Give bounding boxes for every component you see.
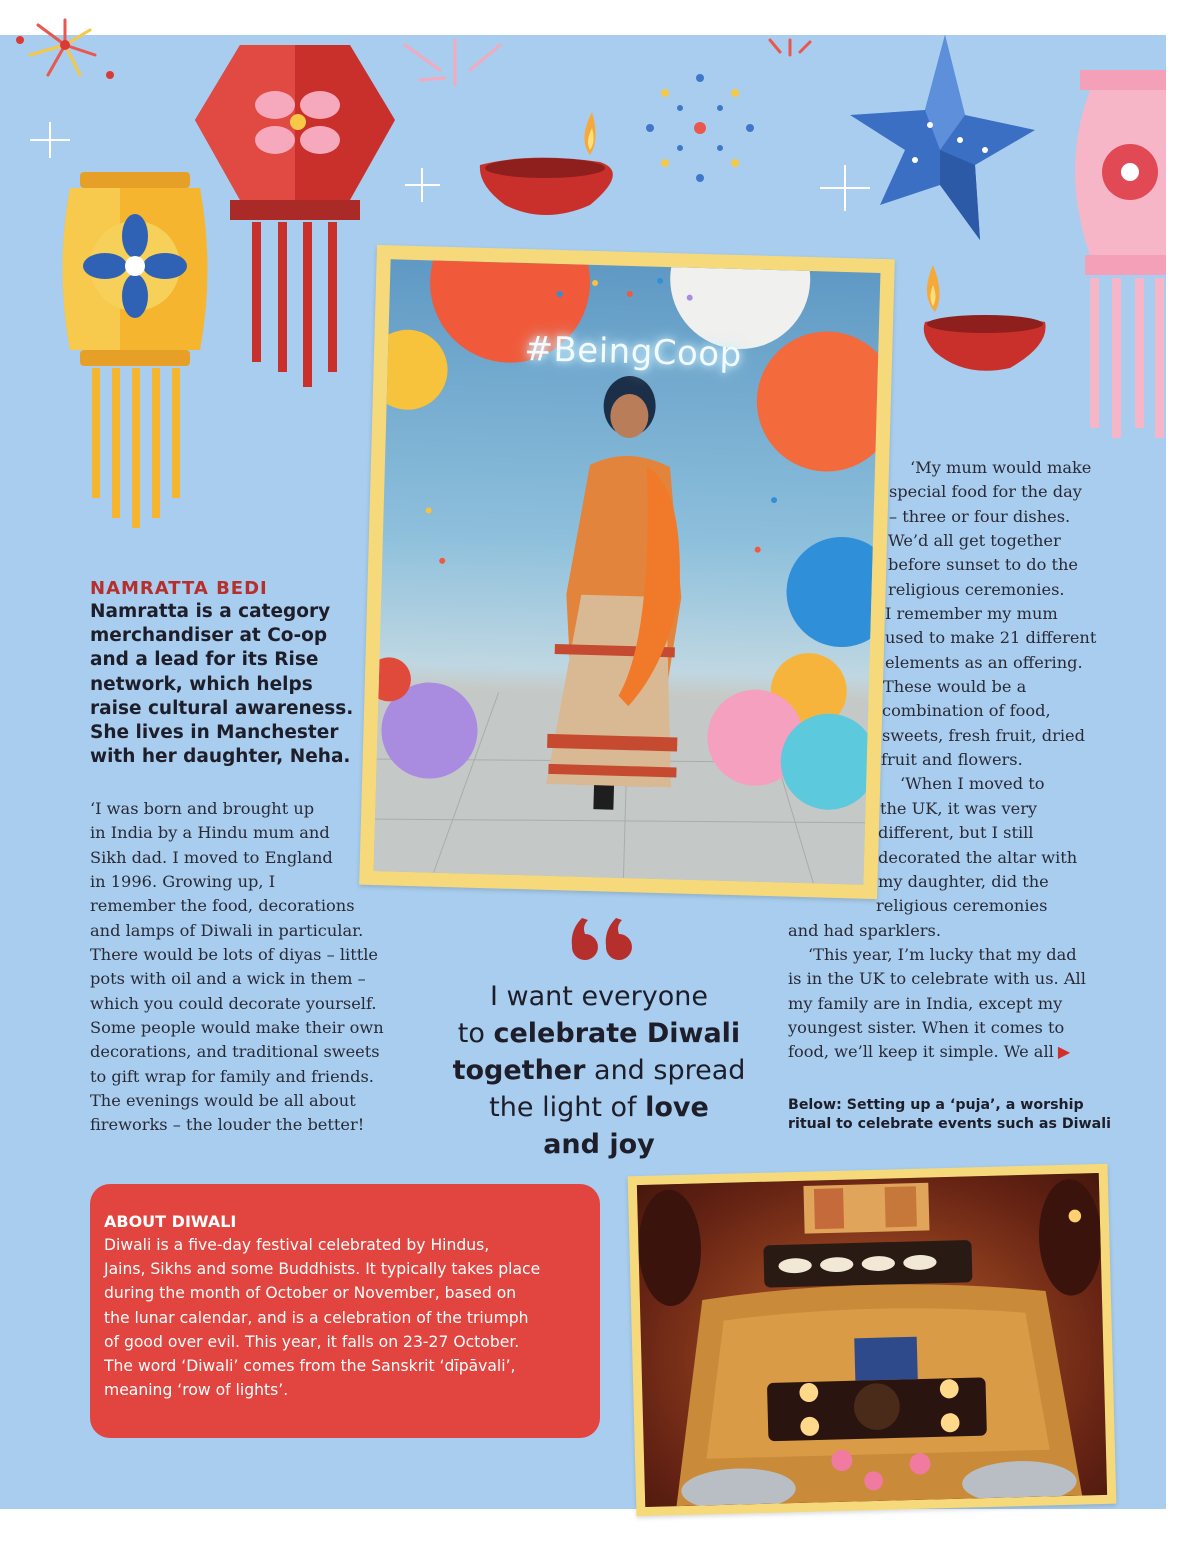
pull-quote-emphasis: celebrate Diwali bbox=[493, 1018, 741, 1049]
firework-icon bbox=[646, 74, 754, 182]
pull-quote-text: and spread bbox=[585, 1055, 746, 1086]
article-line bbox=[786, 1040, 1116, 1064]
article-line: – three or four dishes. bbox=[889, 506, 1071, 526]
about-diwali-text: Diwali is a five-day festival celebrated by Hindus, Jains, Sikhs and some Buddhists. It typically takes place during the month of October or November, based on the lunar calendar, and is a celebration of the triumph of good over evil. This year, it falls on 23-27 October. The word ‘Diwali’ comes from the Sanskrit ‘dīpāvali’, meaning ‘row of lights’. bbox=[104, 1236, 541, 1400]
article-line: combination of food, bbox=[882, 701, 1051, 721]
profile-intro: Namratta is a category merchandiser at Co-op and a lead for its Rise network, which helps raise cultural awareness. She lives in Manchester with her daughter, Neha. bbox=[90, 601, 354, 768]
article-line: I remember my mum bbox=[885, 604, 1058, 624]
pull-quote-emphasis: love bbox=[645, 1092, 709, 1123]
photo-wall-hashtag: #BeingCoop bbox=[524, 329, 743, 376]
article-line: fruit and flowers. bbox=[881, 750, 1023, 770]
article-line: special food for the day bbox=[889, 482, 1082, 502]
article-left-text: ‘I was born and brought up in India by a Hindu mum and Sikh dad. I moved to England in 1996. Growing up, I remember the food, decorations and lamps of Diwali in particular. There would be lots of diyas – little pots with oil and a wick in them – which you could decorate yourself. Some people would make their own decorations, and traditional sweets to gift wrap for family and friends. The evenings would be all about fireworks – the louder the better! bbox=[90, 799, 384, 1135]
pink-lantern-icon bbox=[1075, 70, 1166, 438]
article-line: ‘When I moved to bbox=[900, 774, 1045, 794]
continue-arrow-icon: ▶ bbox=[1057, 1042, 1071, 1062]
article-line: my family are in India, except my bbox=[788, 993, 1063, 1013]
article-line: ‘This year, I’m lucky that my dad bbox=[808, 944, 1077, 964]
article-line: my daughter, did the bbox=[878, 871, 1049, 891]
article-line: religious ceremonies bbox=[876, 896, 1048, 916]
puja-photo-frame bbox=[628, 1164, 1117, 1516]
article-line: sweets, fresh fruit, dried bbox=[882, 725, 1085, 745]
article-line: different, but I still bbox=[878, 823, 1034, 843]
article-left-column bbox=[90, 797, 400, 1138]
star-lantern-icon bbox=[850, 35, 1035, 240]
article-line: religious ceremonies. bbox=[888, 579, 1065, 599]
quote-mark-icon bbox=[566, 910, 636, 966]
article-line: used to make 21 different bbox=[885, 628, 1097, 648]
about-diwali-title: ABOUT DIWALI bbox=[104, 1212, 237, 1231]
article-line: before sunset to do the bbox=[888, 555, 1078, 575]
pull-quote-emphasis: together bbox=[452, 1055, 586, 1086]
article-line: the UK, it was very bbox=[880, 798, 1038, 818]
yellow-lantern-icon bbox=[63, 172, 208, 528]
photo-caption: Below: Setting up a ‘puja’, a worship ritual to celebrate events such as Diwali bbox=[788, 1097, 1111, 1132]
profile-name: NAMRATTA BEDI bbox=[90, 578, 268, 599]
pull-quote-text: to bbox=[457, 1018, 494, 1049]
firework-icon bbox=[770, 40, 810, 55]
about-diwali-box bbox=[90, 1184, 600, 1438]
pull-quote-text: I want everyone bbox=[490, 981, 708, 1012]
article-line: ‘My mum would make bbox=[910, 458, 1092, 477]
firework-icon bbox=[405, 40, 500, 85]
article-line: and had sparklers. bbox=[788, 920, 941, 940]
pull-quote bbox=[446, 978, 752, 1163]
article-right-column bbox=[786, 456, 1116, 1065]
profile-bio bbox=[90, 578, 360, 769]
pull-quote-emphasis: and joy bbox=[543, 1129, 655, 1160]
article-line: These would be a bbox=[883, 677, 1027, 697]
article-line: is in the UK to celebrate with us. All bbox=[788, 969, 1086, 989]
article-line: youngest sister. When it comes to bbox=[788, 1017, 1065, 1037]
article-line: decorated the altar with bbox=[878, 847, 1078, 867]
diya-lamp-icon bbox=[480, 112, 613, 215]
diya-lamp-icon bbox=[924, 265, 1046, 371]
article-line: We’d all get together bbox=[888, 531, 1061, 551]
puja-photo bbox=[637, 1173, 1107, 1507]
article-line: elements as an offering. bbox=[885, 652, 1083, 672]
pull-quote-text: the light of bbox=[489, 1092, 646, 1123]
red-lantern-icon bbox=[195, 45, 395, 387]
article-line-text: food, we’ll keep it simple. We all bbox=[788, 1042, 1054, 1062]
firework-icon bbox=[16, 20, 114, 79]
